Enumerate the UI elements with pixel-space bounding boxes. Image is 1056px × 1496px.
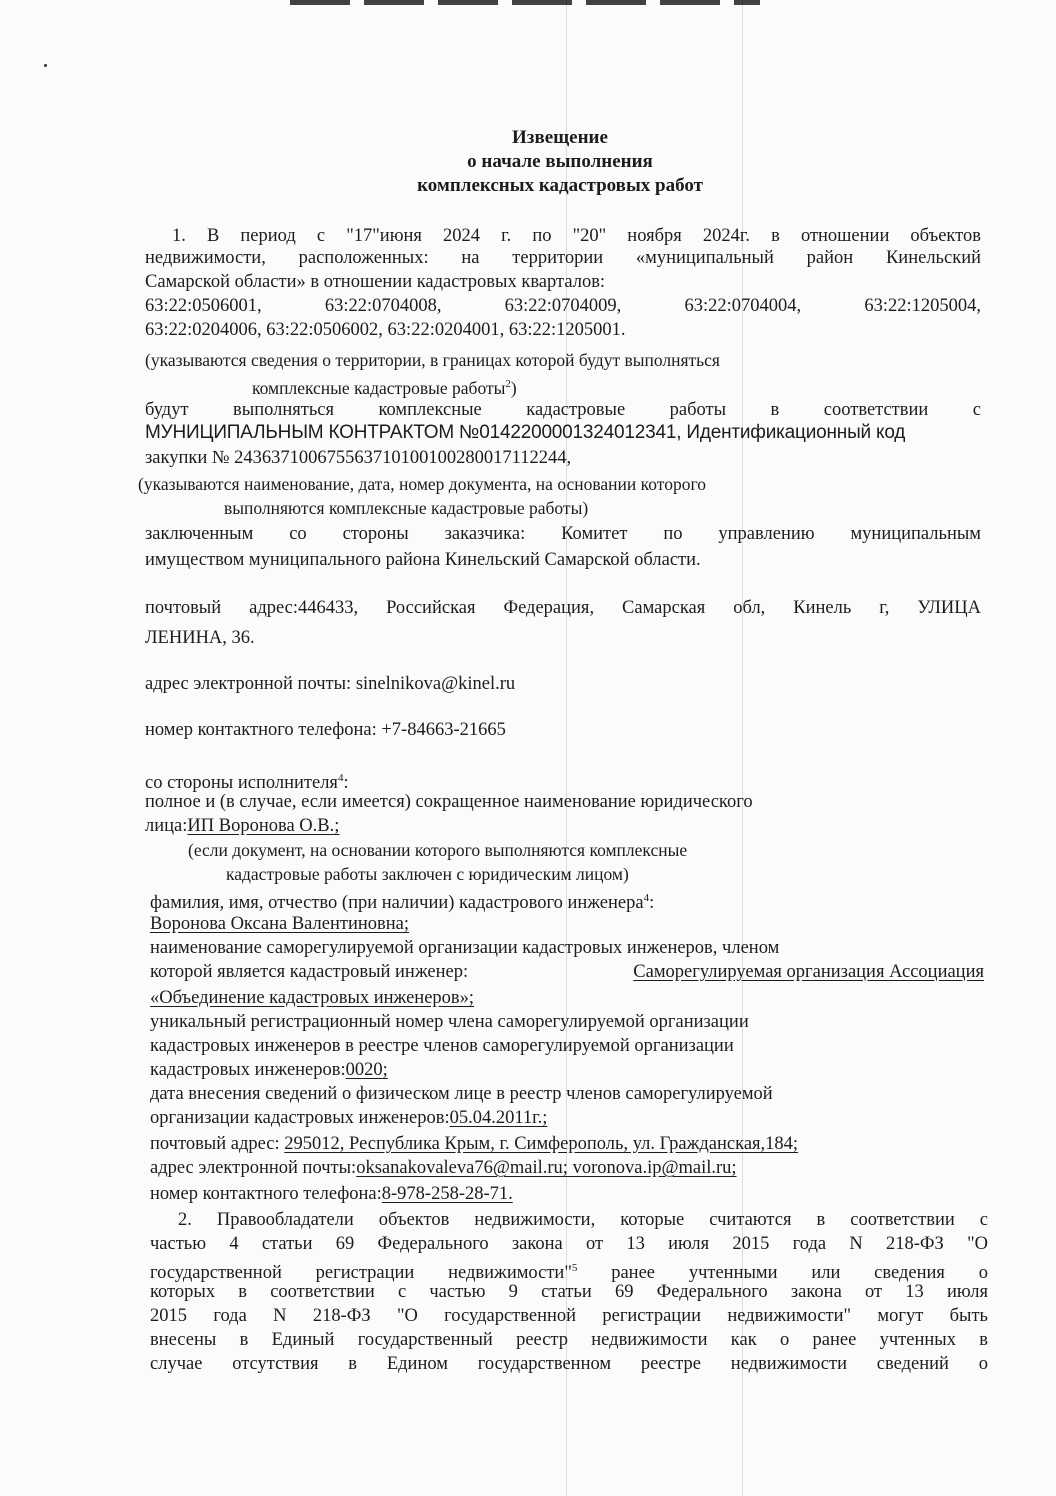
paragraph-line: имуществом муниципального района Кинельский Самарской области. — [145, 550, 701, 570]
paragraph-line: внесены в Единый государственный реестр недвижимости как о ранее учтенных в — [150, 1330, 988, 1350]
scan-edge-mark — [290, 0, 760, 5]
quarter: 63:22:0704008, — [324, 296, 442, 316]
footnote-hint: (указываются наименование, дата, номер документа, на основании которого — [138, 474, 706, 494]
field-label: дата внесения сведений о физическом лице в реестр членов саморегулируемой — [150, 1084, 773, 1104]
footnote-hint: (указываются сведения о территории, в границах которой будут выполняться — [145, 350, 720, 370]
paragraph-line: 2. Правообладатели объектов недвижимости, которые считаются в соответствии с — [178, 1210, 988, 1230]
paragraph-line: частью 4 статьи 69 Федерального закона от 13 июля 2015 года N 218-ФЗ "О — [150, 1234, 988, 1254]
scan-speck — [44, 64, 47, 67]
field-label: уникальный регистрационный номер члена саморегулируемой организации — [150, 1012, 749, 1032]
customer-phone: номер контактного телефона: +7-84663-21665 — [145, 720, 506, 740]
paragraph-line: случае отсутствия в Едином государственном реестре недвижимости сведений о — [150, 1354, 988, 1374]
sro-name: «Объединение кадастровых инженеров»; — [150, 988, 475, 1008]
sro-line: которой является кадастровый инженер: Саморегулируемая организация Ассоциация — [150, 962, 984, 982]
field-label: наименование саморегулируемой организации кадастровых инженеров, членом — [150, 938, 780, 958]
footnote-hint: кадастровые работы заключен с юридическим лицом) — [226, 864, 629, 884]
paragraph-line: заключенным со стороны заказчика: Комитет по управлению муниципальным — [145, 524, 981, 544]
field-label: кадастровых инженеров в реестре членов саморегулируемой организации — [150, 1036, 734, 1056]
engineer-name: Воронова Оксана Валентиновна; — [150, 914, 410, 934]
field-label: фамилия, имя, отчество (при наличии) кадастрового инженера$^4$: — [150, 892, 655, 913]
cadastral-quarters — [145, 294, 981, 318]
paragraph-line: 1. В период с "17"июня 2024 г. по "20" ноября 2024г. в отношении объектов — [172, 226, 981, 246]
footnote-hint: (если документ, на основании которого выполняются комплексные — [188, 840, 688, 860]
engineer-postal-address: почтовый адрес: 295012, Республика Крым, г. Симферополь, ул. Гражданская,184; — [150, 1134, 799, 1154]
footnote-hint: выполняются комплексные кадастровые работы) — [224, 498, 589, 518]
customer-postal-address: ЛЕНИНА, 36. — [145, 628, 255, 648]
quarter: 63:22:0704004, — [684, 296, 802, 316]
doc-title: Извещение — [512, 127, 608, 148]
contractor-name: лица:ИП Воронова О.В.; — [145, 816, 340, 836]
contractor-heading: со стороны исполнителя$^4$: — [145, 772, 349, 793]
registration-date: организации кадастровых инженеров:05.04.2011г.; — [150, 1108, 548, 1128]
paragraph-line: Самарской области» в отношении кадастровых кварталов: — [145, 272, 606, 292]
customer-postal-address: почтовый адрес:446433, Российская Федерация, Самарская обл, Кинель г, УЛИЦА — [145, 598, 981, 618]
paragraph-line: государственной регистрации недвижимости"$^5$ ранее учтенными или сведения о — [150, 1262, 988, 1283]
doc-subtitle: комплексных кадастровых работ — [417, 175, 703, 196]
engineer-email: адрес электронной почты:oksanakovaleva76@mail.ru; voronova.ip@mail.ru; — [150, 1158, 737, 1178]
paragraph-line: 2015 года N 218-ФЗ "О государственной регистрации недвижимости" могут быть — [150, 1306, 988, 1326]
registration-number: кадастровых инженеров:0020; — [150, 1060, 388, 1080]
cadastral-quarters: 63:22:0204006, 63:22:0506002, 63:22:0204001, 63:22:1205001. — [145, 320, 626, 340]
paragraph-line: будут выполняться комплексные кадастровые работы в соответствии с — [145, 400, 981, 420]
quarter: 63:22:0704009, — [504, 296, 622, 316]
engineer-phone: номер контактного телефона:8-978-258-28-71. — [150, 1184, 513, 1204]
purchase-code: закупки № 243637100675563710100100280017112244, — [145, 448, 572, 468]
paragraph-line: которых в соответствии с частью 9 статьи 69 Федерального закона от 13 июля — [150, 1282, 988, 1302]
footnote-hint: комплексные кадастровые работы$^2$) — [252, 378, 517, 398]
quarter: 63:22:0506001, — [145, 296, 262, 316]
doc-subtitle: о начале выполнения — [467, 151, 653, 172]
field-label: полное и (в случае, если имеется) сокращенное наименование юридического — [145, 792, 753, 812]
contract-ref: МУНИЦИПАЛЬНЫМ КОНТРАКТОМ №0142200001324012341, Идентификационный код — [145, 422, 906, 443]
paragraph-line: недвижимости, расположенных: на территории «муниципальный район Кинельский — [145, 248, 981, 268]
customer-email: адрес электронной почты: sinelnikova@kinel.ru — [145, 674, 516, 694]
quarter: 63:22:1205004, — [864, 296, 981, 316]
